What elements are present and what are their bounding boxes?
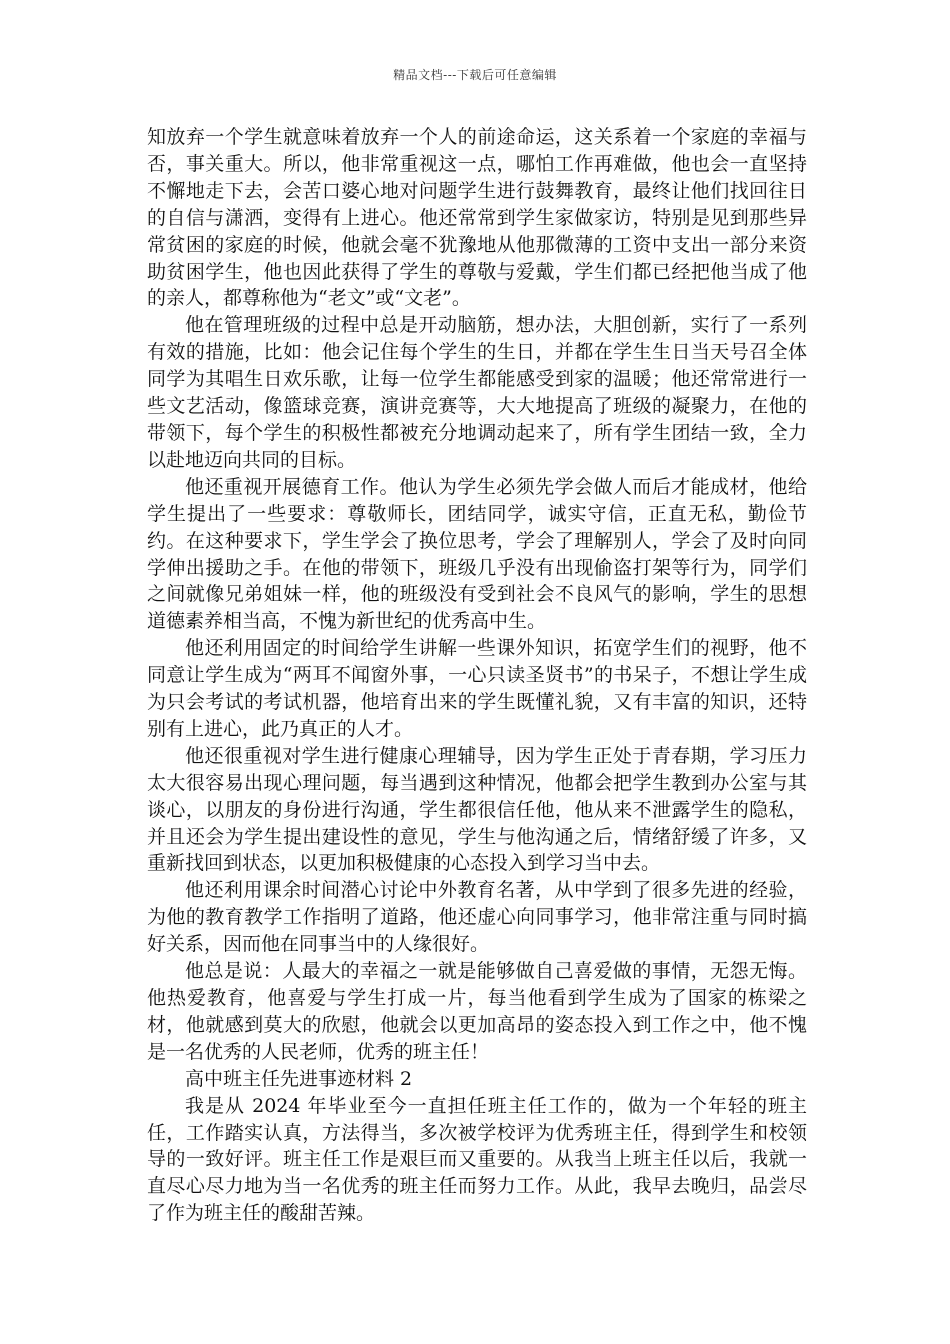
paragraph-7: 他总是说：人最大的幸福之一就是能够做自己喜爱做的事情，无怨无悔。他热爱教育，他喜爱与学生打成一片，每当他看到学生成为了国家的栋梁之材，他就感到莫大的欣慰，他就会以更加高昂的姿态投入到工作之中，他不愧是一名优秀的人民老师，优秀的班主任！	[147, 960, 807, 1063]
document-body	[147, 124, 807, 1227]
section-heading: 高中班主任先进事迹材料 2	[185, 1067, 413, 1090]
paragraph-5: 他还很重视对学生进行健康心理辅导，因为学生正处于青春期，学习压力太大很容易出现心理问题，每当遇到这种情况，他都会把学生教到办公室与其谈心，以朋友的身份进行沟通，学生都很信任他，他从来不泄露学生的隐私，并且还会为学生提出建设性的意见，学生与他沟通之后，情绪舒缓了许多，又重新找回到状态，以更加积极健康的心态投入到学习当中去。	[147, 744, 807, 875]
paragraph-1: 知放弃一个学生就意味着放弃一个人的前途命运，这关系着一个家庭的幸福与否，事关重大。所以，他非常重视这一点，哪怕工作再难做，他也会一直坚持不懈地走下去，会苦口婆心地对问题学生进行鼓舞教育，最终让他们找回往日的自信与潇洒，变得有上进心。他还常常到学生家做家访，特别是见到那些异常贫困的家庭的时候，他就会毫不犹豫地从他那微薄的工资中支出一部分来资助贫困学生，他也因此获得了学生的尊敬与爱戴，学生们都已经把他当成了他的亲人，都尊称他为“老文”或“文老”。	[147, 126, 807, 310]
paragraph-2: 他在管理班级的过程中总是开动脑筋，想办法，大胆创新，实行了一系列有效的措施，比如：他会记住每个学生的生日，并都在学生生日当天号召全体同学为其唱生日欢乐歌，让每一位学生都能感受到家的温暖；他还常常进行一些文艺活动，像篮球竞赛，演讲竞赛等，大大地提高了班级的凝聚力，在他的带领下，每个学生的积极性都被充分地调动起来了，所有学生团结一致，全力以赴地迈向共同的目标。	[147, 314, 807, 471]
paragraph-4: 他还利用固定的时间给学生讲解一些课外知识，拓宽学生们的视野，他不同意让学生成为“两耳不闻窗外事，一心只读圣贤书”的书呆子，不想让学生成为只会考试的考试机器，他培育出来的学生既懂礼貌，又有丰富的知识，还特别有上进心，此乃真正的人才。	[147, 637, 807, 740]
paragraph-3: 他还重视开展德育工作。他认为学生必须先学会做人而后才能成材，他给学生提出了一些要求：尊敬师长，团结同学，诚实守信，正直无私，勤俭节约。在这种要求下，学生学会了换位思考，学会了理解别人，学会了及时向同学伸出援助之手。在他的带领下，班级几乎没有出现偷盗打架等行为，同学们之间就像兄弟姐妹一样，他的班级没有受到社会不良风气的影响，学生的思想道德素养相当高，不愧为新世纪的优秀高中生。	[147, 475, 807, 633]
paragraph-6: 他还利用课余时间潜心讨论中外教育名著，从中学到了很多先进的经验，为他的教育教学工作指明了道路，他还虚心向同事学习，他非常注重与同时搞好关系，因而他在同事当中的人缘很好。	[147, 879, 807, 956]
page-header: 精品文档---下载后可任意编辑	[393, 68, 557, 82]
paragraph-8: 我是从 2024 年毕业至今一直担任班主任工作的，做为一个年轻的班主任，工作踏实认真，方法得当，多次被学校评为优秀班主任，得到学生和校领导的一致好评。班主任工作是艰巨而又重要的。从我当上班主任以后，我就一直尽心尽力地为当一名优秀的班主任而努力工作。从此，我早去晚归，品尝尽了作为班主任的酸甜苦辣。	[147, 1094, 807, 1225]
